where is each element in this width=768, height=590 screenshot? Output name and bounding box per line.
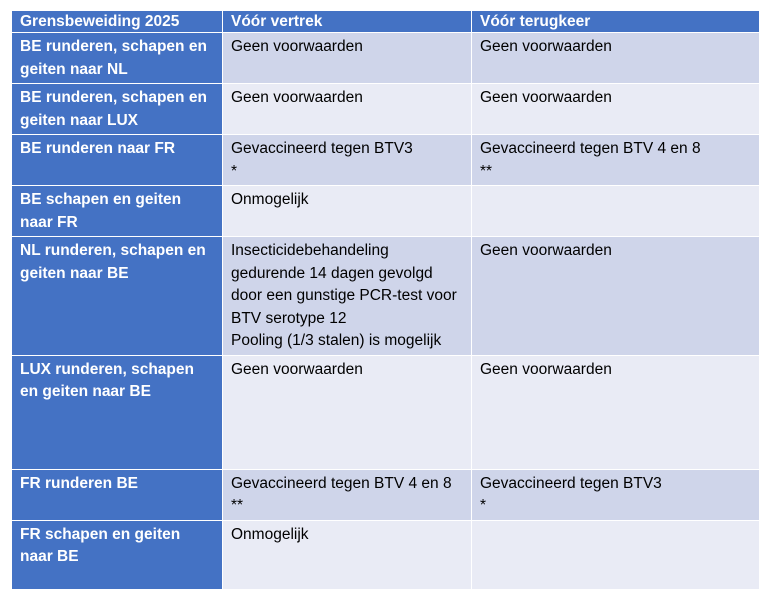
- cell-before-departure: Geen voorwaarden: [223, 33, 472, 84]
- table-header-row: [12, 11, 760, 33]
- cell-before-departure: Onmogelijk: [223, 520, 472, 589]
- row-label: FR runderen BE: [12, 469, 223, 520]
- cell-before-return: Geen voorwaarden: [472, 84, 760, 135]
- row-label: BE runderen, schapen en geiten naar NL: [12, 33, 223, 84]
- border-grazing-table: [11, 10, 760, 590]
- table-row: [12, 33, 760, 84]
- cell-before-return: Gevaccineerd tegen BTV 4 en 8 **: [472, 135, 760, 186]
- cell-before-return: Geen voorwaarden: [472, 355, 760, 469]
- cell-before-departure: Gevaccineerd tegen BTV3 *: [223, 135, 472, 186]
- table-row: [12, 237, 760, 356]
- cell-before-return: Geen voorwaarden: [472, 237, 760, 356]
- table-row: [12, 186, 760, 237]
- cell-before-departure: Gevaccineerd tegen BTV 4 en 8 **: [223, 469, 472, 520]
- table-row: [12, 135, 760, 186]
- row-label: BE runderen, schapen en geiten naar LUX: [12, 84, 223, 135]
- cell-before-departure: Geen voorwaarden: [223, 355, 472, 469]
- row-label: BE runderen naar FR: [12, 135, 223, 186]
- header-before-return: Vóór terugkeer: [472, 11, 760, 33]
- table-row: [12, 469, 760, 520]
- row-label: LUX runderen, schapen en geiten naar BE: [12, 355, 223, 469]
- border-grazing-table-container: [11, 10, 759, 590]
- cell-before-departure: Insecticidebehandeling gedurende 14 dagen gevolgd door een gunstige PCR-test voor BTV serotype 12 Pooling (1/3 stalen) is mogelijk: [223, 237, 472, 356]
- cell-before-departure: Onmogelijk: [223, 186, 472, 237]
- header-title: Grensbeweiding 2025: [12, 11, 223, 33]
- cell-before-return: Geen voorwaarden: [472, 33, 760, 84]
- cell-before-return: [472, 186, 760, 237]
- row-label: BE schapen en geiten naar FR: [12, 186, 223, 237]
- row-label: NL runderen, schapen en geiten naar BE: [12, 237, 223, 356]
- table-row: [12, 520, 760, 589]
- table-row: [12, 355, 760, 469]
- table-row: [12, 84, 760, 135]
- cell-before-return: [472, 520, 760, 589]
- header-before-departure: Vóór vertrek: [223, 11, 472, 33]
- row-label: FR schapen en geiten naar BE: [12, 520, 223, 589]
- cell-before-return: Gevaccineerd tegen BTV3 *: [472, 469, 760, 520]
- cell-before-departure: Geen voorwaarden: [223, 84, 472, 135]
